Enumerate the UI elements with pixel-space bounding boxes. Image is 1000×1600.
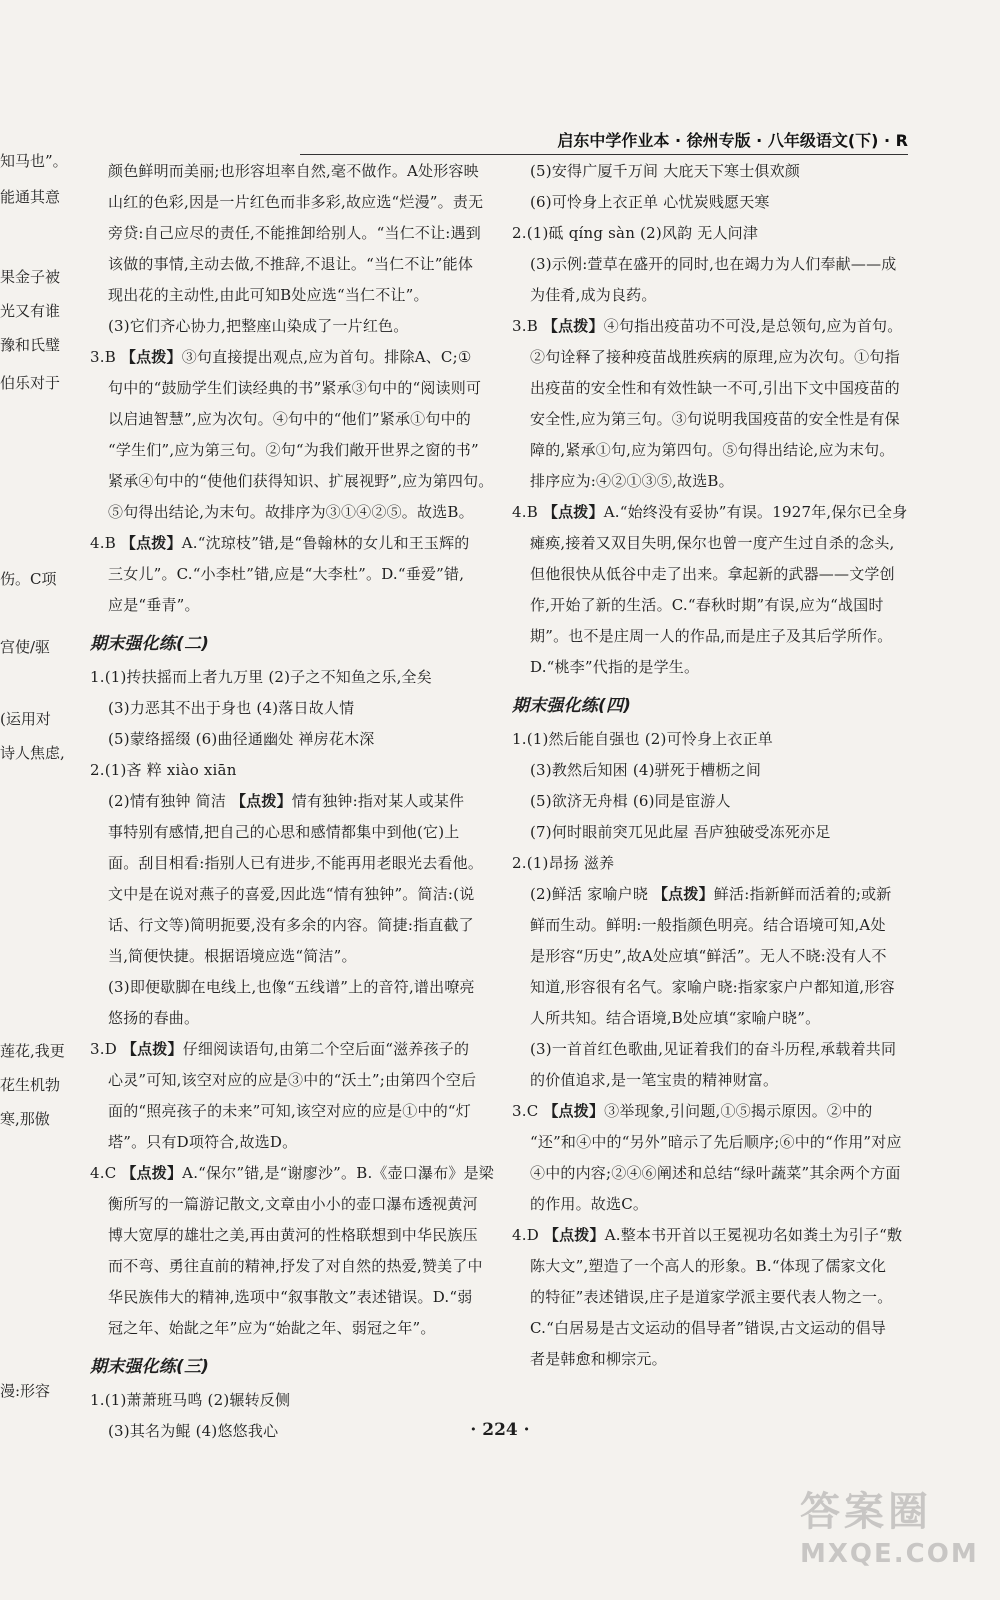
answer-line: (5)蒙络摇缀 (6)曲径通幽处 禅房花木深 — [108, 730, 375, 748]
answer-line: 3.C 【点拨】③举现象,引问题,①⑤揭示原因。②中的 — [512, 1102, 873, 1120]
answer-line: (5)安得广厦千万间 大庇天下寒士俱欢颜 — [530, 162, 801, 180]
answer-line: 4.B 【点拨】A.“始终没有妥协”有误。1927年,保尔已全身 — [512, 503, 908, 521]
watermark-logo — [800, 1480, 990, 1590]
answer-line: 旁贷:自己应尽的责任,不能推卸给别人。“当仁不让:遇到 — [108, 224, 481, 242]
answer-line: 排序应为:④②①③⑤,故选B。 — [530, 472, 734, 490]
answer-line: 衡所写的一篇游记散文,文章由小小的壶口瀑布透视黄河 — [108, 1195, 478, 1213]
answer-line: ⑤句得出结论,为末句。故排序为③①④②⑤。故选B。 — [108, 503, 474, 521]
answer-line: 山红的色彩,因是一片红色而非多彩,故应选“烂漫”。责无 — [108, 193, 484, 211]
answer-line: 4.B 【点拨】A.“沈琼枝”错,是“鲁翰林的女儿和王玉辉的 — [90, 534, 470, 552]
answer-line: 陈大文”,塑造了一个高人的形象。B.“体现了儒家文化 — [530, 1257, 887, 1275]
section-heading: 期末强化练(二) — [90, 634, 210, 654]
answer-line: (6)可怜身上衣正单 心忧炭贱愿天寒 — [530, 193, 770, 211]
answer-line: 文中是在说对燕子的喜爱,因此选“情有独钟”。简洁:(说 — [108, 885, 475, 903]
answer-line: “学生们”,应为第三句。②句“为我们敞开世界之窗的书” — [108, 441, 479, 459]
answer-line: 博大宽厚的雄壮之美,再由黄河的性格联想到中华民族压 — [108, 1226, 478, 1244]
answer-line: 但他很快从低谷中走了出来。拿起新的武器——文学创 — [530, 565, 895, 583]
left-fragment-line: 豫和氏璧 — [0, 336, 61, 354]
answer-line: 1.(1)然后能自强也 (2)可怜身上衣正单 — [512, 730, 773, 748]
answer-line: 的价值追求,是一笔宝贵的精神财富。 — [530, 1071, 779, 1089]
answer-line: 面的“照亮孩子的未来”可知,该空对应的应是①中的“灯 — [108, 1102, 471, 1120]
left-fragment-line: 能通其意 — [0, 188, 61, 206]
answer-line: 2.(1)昂扬 滋养 — [512, 854, 615, 872]
left-fragment-line: 寒,那傲 — [0, 1110, 50, 1128]
hint-marker: 【点拨】 — [542, 503, 604, 521]
answer-line: 人所共知。结合语境,B处应填“家喻户晓”。 — [530, 1009, 821, 1027]
answer-line: 句中的“鼓励学生们读经典的书”紧承③句中的“阅读则可 — [108, 379, 482, 397]
answer-line: 颜色鲜明而美丽;也形容坦率自然,毫不做作。A处形容映 — [108, 162, 479, 180]
answer-line: 者是韩愈和柳宗元。 — [530, 1350, 667, 1368]
answer-line: 1.(1)抟扶摇而上者九万里 (2)子之不知鱼之乐,全矣 — [90, 668, 432, 686]
answer-line: “还”和④中的“另外”暗示了先后顺序;⑥中的“作用”对应 — [530, 1133, 902, 1151]
answer-line: (2)鲜活 家喻户晓 【点拨】鲜活:指新鲜而活着的;或新 — [530, 885, 892, 903]
answer-line: 1.(1)萧萧班马鸣 (2)辗转反侧 — [90, 1391, 291, 1409]
answer-line: 紧承④句中的“使他们获得知识、扩展视野”,应为第四句。 — [108, 472, 494, 490]
answer-line: 4.C 【点拨】A.“保尔”错,是“谢廖沙”。B.《壶口瀑布》是梁 — [90, 1164, 495, 1182]
hint-marker: 【点拨】 — [121, 1164, 183, 1182]
answer-line: 该做的事情,主动去做,不推辞,不退让。“当仁不让”能体 — [108, 255, 474, 273]
answer-line: (3)其名为鲲 (4)悠悠我心 — [108, 1422, 279, 1440]
answer-line: ④中的内容;②④⑥阐述和总结“绿叶蔬菜”其余两个方面 — [530, 1164, 901, 1182]
left-fragment-line: (运用对 — [0, 710, 51, 728]
left-fragment-line: 诗人焦虑, — [0, 744, 65, 762]
answer-line: (3)教然后知困 (4)骈死于槽枥之间 — [530, 761, 762, 779]
hint-marker: 【点拨】 — [121, 1040, 183, 1058]
answer-line: 华民族伟大的精神,选项中“叙事散文”表述错误。D.“弱 — [108, 1288, 473, 1306]
answer-line: 话、行文等)简明扼要,没有多余的内容。简捷:指直截了 — [108, 916, 474, 934]
hint-marker: 【点拨】 — [230, 792, 292, 810]
middle-column — [90, 156, 495, 1447]
answer-line: (3)力恶其不出于身也 (4)落日故人情 — [108, 699, 355, 717]
answer-line: 的作用。故选C。 — [530, 1195, 649, 1213]
left-fragment-line: 果金子被 — [0, 268, 61, 286]
left-fragment-line: 宫使/驱 — [0, 638, 51, 656]
answer-line: 当,简便快捷。根据语境应选“简洁”。 — [108, 947, 357, 965]
answer-line: (3)它们齐心协力,把整座山染成了一片红色。 — [108, 317, 409, 335]
answer-line: C.“白居易是古文运动的倡导者”错误,古文运动的倡导 — [530, 1319, 887, 1337]
answer-line: 安全性,应为第三句。③句说明我国疫苗的安全性是有保 — [530, 410, 900, 428]
left-fragment-line: 漫:形容 — [0, 1382, 51, 1400]
answer-line: 面。刮目相看:指别人已有进步,不能再用老眼光去看他。 — [108, 854, 484, 872]
hint-marker: 【点拨】 — [652, 885, 714, 903]
answer-line: (3)一首首红色歌曲,见证着我们的奋斗历程,承载着共同 — [530, 1040, 897, 1058]
answer-line: 瘫痪,接着又双目失明,保尔也曾一度产生过自杀的念头, — [530, 534, 895, 552]
answer-line: 悠扬的春曲。 — [108, 1009, 200, 1027]
hint-marker: 【点拨】 — [543, 1226, 605, 1244]
answer-line: 期”。也不是庄周一人的作品,而是庄子及其后学所作。 — [530, 627, 893, 645]
hint-marker: 【点拨】 — [120, 348, 182, 366]
answer-line: 3.D 【点拨】仔细阅读语句,由第二个空后面“滋养孩子的 — [90, 1040, 470, 1058]
answer-line: 2.(1)吝 粹 xiào xiān — [90, 761, 237, 779]
answer-line: 事特别有感情,把自己的心思和感情都集中到他(它)上 — [108, 823, 460, 841]
answer-line: 作,开始了新的生活。C.“春秋时期”有误,应为“战国时 — [530, 596, 884, 614]
left-fragment-line: 花生机勃 — [0, 1076, 61, 1094]
answer-line: 障的,紧承①句,应为第四句。⑤句得出结论,应为末句。 — [530, 441, 895, 459]
hint-marker: 【点拨】 — [120, 534, 182, 552]
section-heading: 期末强化练(四) — [512, 696, 632, 716]
answer-line: ②句诠释了接种疫苗战胜疾病的原理,应为次句。①句指 — [530, 348, 900, 366]
answer-line: (7)何时眼前突兀见此屋 吾庐独破受冻死亦足 — [530, 823, 831, 841]
page-number: · 224 · — [470, 1420, 530, 1440]
answer-line: D.“桃李”代指的是学生。 — [530, 658, 700, 676]
answer-line: 心灵”可知,该空对应的应是③中的“沃土”;由第四个空后 — [108, 1071, 477, 1089]
answer-line: (5)欲济无舟楫 (6)同是宦游人 — [530, 792, 731, 810]
left-fragment-line: 伯乐对于 — [0, 374, 61, 392]
left-fragment-line: 伤。C项 — [0, 570, 57, 588]
answer-line: 应是“垂青”。 — [108, 596, 200, 614]
answer-line: 鲜而生动。鲜明:一般指颜色明亮。结合语境可知,A处 — [530, 916, 886, 934]
answer-line: 为佳肴,成为良药。 — [530, 286, 657, 304]
watermark-title: 答案圈 — [800, 1489, 932, 1535]
left-fragment-line: 光又有谁 — [0, 302, 61, 320]
answer-line: 2.(1)砥 qíng sàn (2)风韵 无人问津 — [512, 224, 759, 242]
answer-line: 知道,形容很有名气。家喻户晓:指家家户户都知道,形容 — [530, 978, 895, 996]
answer-line: 以启迪智慧”,应为次句。④句中的“他们”紧承①句中的 — [108, 410, 471, 428]
watermark-url: MXQE.COM — [800, 1539, 979, 1569]
answer-line: 而不弯、勇往直前的精神,抒发了对自然的热爱,赞美了中 — [108, 1257, 483, 1275]
section-heading: 期末强化练(三) — [90, 1357, 210, 1377]
answer-line: 冠之年、始龀之年”应为“始龀之年、弱冠之年”。 — [108, 1319, 436, 1337]
answer-line: 3.B 【点拨】④句指出疫苗功不可没,是总领句,应为首句。 — [512, 317, 903, 335]
hint-marker: 【点拨】 — [543, 1102, 605, 1120]
answer-line: (3)示例:萱草在盛开的同时,也在竭力为人们奉献——成 — [530, 255, 897, 273]
answer-line: 4.D 【点拨】A.整本书开首以王冕视功名如粪土为引子“敷 — [512, 1226, 903, 1244]
answer-line: 三女儿”。C.“小李杜”错,应是“大李杜”。D.“垂爱”错, — [108, 565, 465, 583]
answer-line: 出疫苗的安全性和有效性缺一不可,引出下文中国疫苗的 — [530, 379, 900, 397]
left-page-fragment — [0, 148, 72, 1418]
answer-line: (3)即便歇脚在电线上,也像“五线谱”上的音符,谱出嘹亮 — [108, 978, 475, 996]
answer-line: 现出花的主动性,由此可知B处应选“当仁不让”。 — [108, 286, 429, 304]
left-fragment-line: 知马也”。 — [0, 152, 68, 170]
right-column — [512, 156, 917, 1375]
answer-line: 塔”。只有D项符合,故选D。 — [108, 1133, 298, 1151]
answer-line: (2)情有独钟 简洁 【点拨】情有独钟:指对某人或某件 — [108, 792, 465, 810]
left-fragment-line: 莲花,我更 — [0, 1042, 65, 1060]
answer-line: 的特征”表述错误,庄子是道家学派主要代表人物之一。 — [530, 1288, 893, 1306]
running-header: 启东中学作业本 · 徐州专版 · 八年级语文(下) · R — [300, 128, 908, 155]
answer-line: 3.B 【点拨】③句直接提出观点,应为首句。排除A、C;① — [90, 348, 472, 366]
answer-line: 是形容“历史”,故A处应填“鲜活”。无人不晓:没有人不 — [530, 947, 887, 965]
hint-marker: 【点拨】 — [542, 317, 604, 335]
